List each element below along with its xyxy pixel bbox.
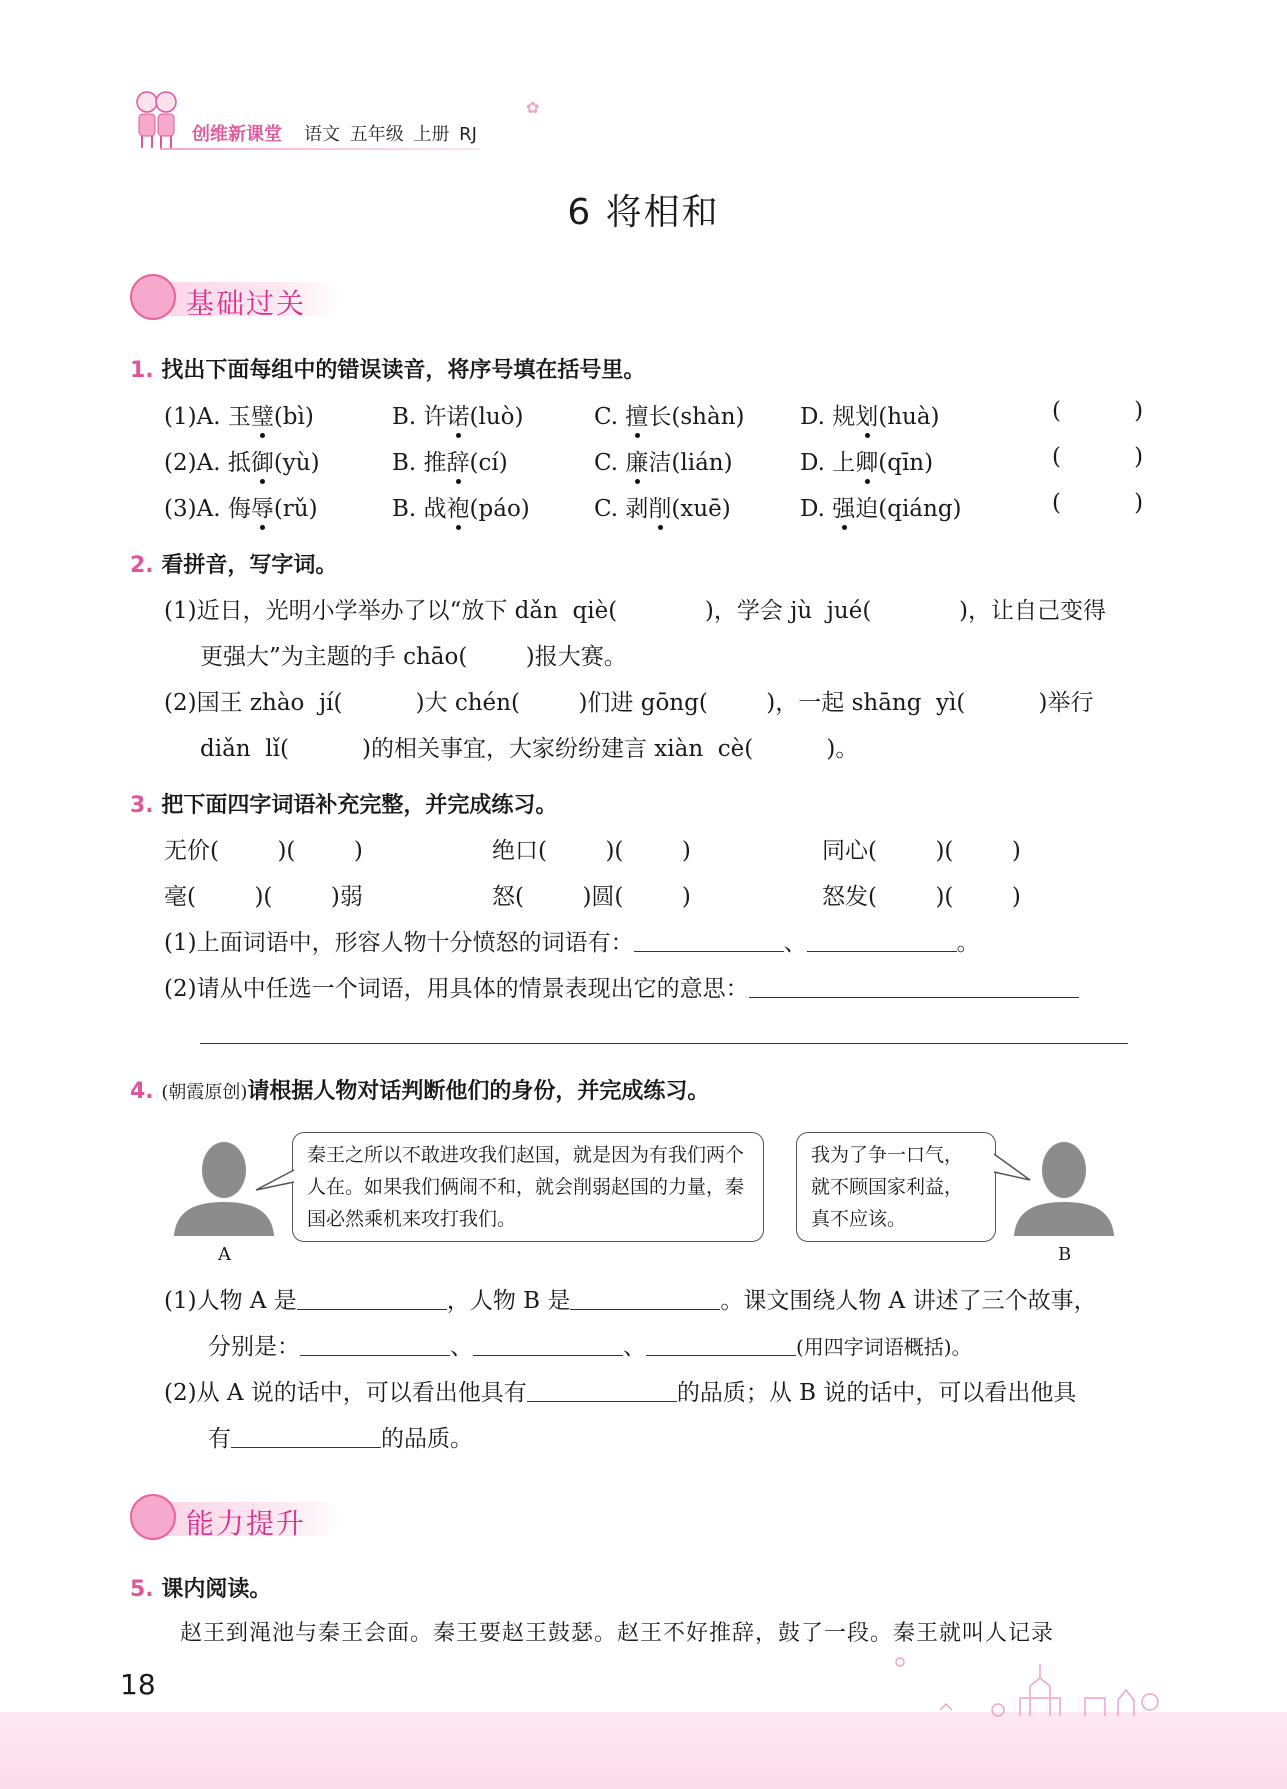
- q4-prompt: 请根据人物对话判断他们的身份，并完成练习。: [247, 1079, 710, 1104]
- q2-number: 2.: [130, 553, 154, 578]
- answer-line[interactable]: [200, 1043, 1128, 1044]
- answer-blank[interactable]: [527, 1379, 677, 1402]
- footer-band: [0, 1712, 1287, 1789]
- q4-sub-2a: (2)从 A 说的话中，可以看出他具有 的品质；从 B 说的话中，可以看出他具: [164, 1380, 1077, 1406]
- section-title-basic: 基础过关: [186, 287, 307, 320]
- idiom-fill[interactable]: 同心( )( ): [822, 838, 1021, 864]
- q4-sub-1a: (1)人物 A 是 ，人物 B 是 。课文围绕人物 A 讲述了三个故事，: [164, 1288, 1097, 1314]
- idiom-fill[interactable]: 怒发( )( ): [822, 884, 1021, 910]
- q1-prompt: 找出下面每组中的错误读音，将序号填在括号里。: [161, 358, 646, 383]
- q2-prompt: 看拼音，写字词。: [161, 553, 338, 578]
- q2-heading: [130, 548, 337, 579]
- globe-icon: [130, 274, 176, 320]
- q4-tag: (朝霞原创): [161, 1082, 248, 1103]
- idiom-fill[interactable]: 无价( )( ): [164, 838, 363, 864]
- q2-line-1[interactable]: (1)近日，光明小学举办了以“放下 dǎn qiè( )，学会 jù jué( )，让自己变得: [164, 598, 1107, 624]
- q2-line-3[interactable]: (2)国王 zhào jí( )大 chén( )们进 gōng( )，一起 shāng yì( )举行: [164, 690, 1094, 716]
- page-number: 18: [120, 1668, 156, 1701]
- dotted-char: 擅: [625, 404, 649, 430]
- q4-sub-2b: 有 的品质。: [208, 1426, 473, 1452]
- answer-blank[interactable]: [570, 1287, 720, 1310]
- dotted-char: 袍: [446, 496, 470, 522]
- dotted-char: 辱: [250, 496, 274, 522]
- dotted-char: 御: [250, 450, 274, 476]
- q3-sub-2: (2)请从中任选一个词语，用具体的情景表现出它的意思：: [164, 970, 1079, 1003]
- dotted-char: 削: [648, 496, 672, 522]
- q3-sub-1: (1)上面词语中，形容人物十分愤怒的词语有： 、 。: [164, 930, 980, 956]
- answer-blank[interactable]: [231, 1425, 381, 1448]
- q2-line-2[interactable]: 更强大”为主题的手 chāo( )报大赛。: [200, 644, 627, 670]
- book-subtitle: 语文 五年级 上册 RJ: [304, 124, 477, 145]
- q4-number: 4.: [130, 1079, 154, 1104]
- q4-heading: [130, 1074, 709, 1105]
- q1-heading: [130, 353, 645, 384]
- reading-paragraph: 赵王到渑池与秦王会面。秦王要赵王鼓瑟。赵王不好推辞，鼓了一段。秦王就叫人记录: [180, 1621, 1055, 1646]
- answer-blank[interactable]: [297, 1287, 447, 1310]
- header-divider: [160, 148, 480, 150]
- section-title-ability: 能力提升: [186, 1507, 307, 1540]
- answer-blank[interactable]: [300, 1333, 450, 1356]
- idiom-fill[interactable]: 毫( )( )弱: [164, 884, 363, 910]
- dotted-char: 诺: [446, 404, 470, 430]
- answer-blank[interactable]: [634, 929, 784, 952]
- q2-line-4[interactable]: diǎn lǐ( )的相关事宜，大家纷纷建言 xiàn cè( )。: [200, 736, 859, 762]
- answer-paren[interactable]: ( ): [1052, 444, 1144, 470]
- bear-face-icon: [130, 1494, 176, 1540]
- dotted-char: 廉: [625, 450, 649, 476]
- castle-doodle-icon: [880, 1650, 1170, 1720]
- person-b-label: B: [1058, 1244, 1072, 1265]
- section-banner-basic: [130, 274, 348, 322]
- dotted-char: 划: [855, 404, 879, 430]
- q3-heading: [130, 788, 557, 819]
- answer-paren[interactable]: ( ): [1052, 398, 1144, 424]
- answer-paren[interactable]: ( ): [1052, 490, 1144, 516]
- speech-bubble-a: 秦王之所以不敢进攻我们赵国，就是因为有我们两个人在。如果我们俩闹不和，就会削弱赵国的力量，秦国必然乘机来攻打我们。: [292, 1132, 764, 1242]
- answer-blank[interactable]: [473, 1333, 623, 1356]
- dotted-char: 璧: [250, 404, 274, 430]
- q3-prompt: 把下面四字词语补充完整，并完成练习。: [161, 793, 558, 818]
- butterfly-icon: ✿: [526, 98, 540, 117]
- dotted-char: 卿: [855, 450, 879, 476]
- brand-name: 创维新课堂: [192, 124, 282, 145]
- bubble-tail-a: [254, 1168, 296, 1198]
- speech-bubble-b: 我为了争一口气，就不顾国家利益，真不应该。: [796, 1132, 996, 1242]
- q3-number: 3.: [130, 793, 154, 818]
- q5-number: 5.: [130, 1577, 154, 1602]
- person-b-silhouette-icon: [1010, 1140, 1118, 1236]
- dotted-char: 辞: [446, 450, 470, 476]
- answer-blank[interactable]: [749, 975, 1079, 998]
- section-banner-ability: [130, 1494, 348, 1542]
- answer-blank[interactable]: [646, 1333, 796, 1356]
- mascot-logo-icon: [130, 88, 182, 150]
- answer-blank[interactable]: [807, 929, 957, 952]
- page-title: 6 将相和: [567, 192, 720, 233]
- q5-heading: [130, 1572, 271, 1603]
- idiom-fill[interactable]: 怒( )圆( ): [492, 884, 691, 910]
- person-a-label: A: [218, 1244, 231, 1265]
- q4-sub-1b: 分别是： 、 、 (用四字词语概括)。: [208, 1334, 972, 1360]
- q1-number: 1.: [130, 358, 154, 383]
- idiom-fill[interactable]: 绝口( )( ): [492, 838, 691, 864]
- q5-prompt: 课内阅读。: [161, 1577, 272, 1602]
- dotted-char: 强: [832, 496, 856, 522]
